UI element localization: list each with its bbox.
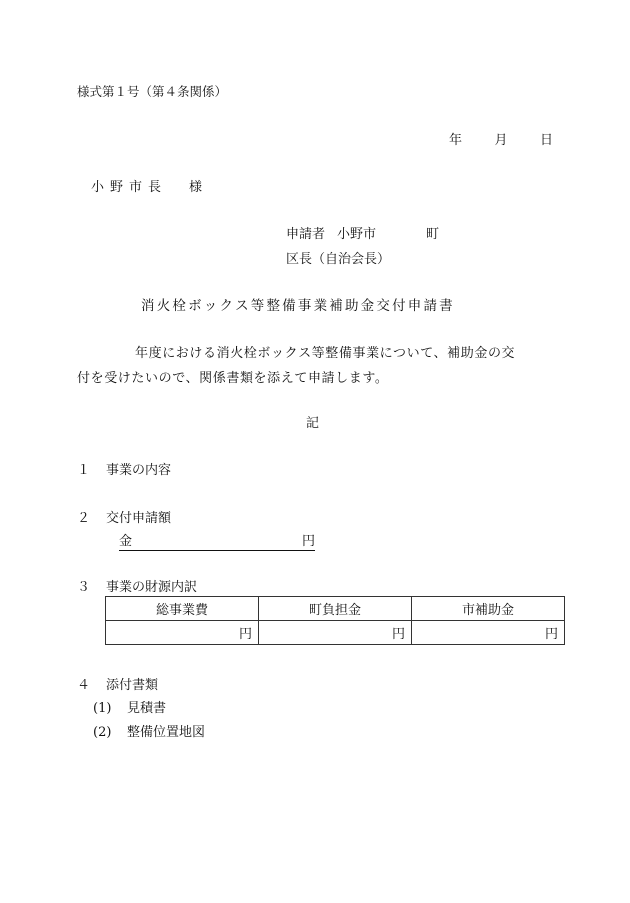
applicant-city: 小野市 — [337, 227, 377, 242]
item-label: 添付書類 — [106, 678, 159, 693]
item-number: ４ — [77, 678, 91, 693]
attachment-label: 見積書 — [127, 701, 167, 716]
item-2-heading — [77, 507, 171, 526]
date-line — [449, 129, 553, 148]
attachment-label: 整備位置地図 — [127, 725, 206, 740]
amount-unit: 円 — [301, 534, 315, 549]
cell-town-share[interactable]: 円 — [259, 621, 412, 645]
item-number: ３ — [77, 580, 91, 595]
amount-prefix: 金 — [119, 534, 133, 549]
date-year: 年 — [449, 133, 463, 148]
attachment-number: (1) — [93, 701, 112, 716]
addressee-honorific: 様 — [189, 180, 209, 195]
attachment-item — [93, 697, 166, 716]
applicant-line — [286, 223, 439, 242]
item-label: 事業の内容 — [106, 463, 172, 478]
amount-field[interactable] — [119, 530, 315, 551]
item-number: ２ — [77, 511, 91, 526]
document-title: 消火栓ボックス等整備事業補助金交付申請書 — [141, 298, 455, 314]
header-total-cost: 総事業費 — [106, 597, 259, 621]
body-text-line-1: 年度における消火栓ボックス等整備事業について、補助金の交 — [135, 346, 516, 361]
addressee-name: 小野市長 — [91, 180, 168, 195]
item-1-heading — [77, 459, 171, 478]
date-month: 月 — [494, 133, 508, 148]
applicant-town-suffix: 町 — [426, 227, 440, 242]
applicant-title: 区長（自治会長） — [286, 252, 391, 267]
item-3-heading — [77, 576, 197, 595]
attachment-item — [93, 721, 205, 740]
attachment-number: (2) — [93, 725, 112, 740]
item-label: 交付申請額 — [106, 511, 172, 526]
addressee — [91, 176, 208, 195]
table-row — [106, 621, 565, 645]
header-town-share: 町負担金 — [259, 597, 412, 621]
date-day: 日 — [539, 133, 553, 148]
header-city-subsidy: 市補助金 — [412, 597, 565, 621]
table-header-row — [106, 597, 565, 621]
form-number: 様式第１号（第４条関係） — [77, 84, 228, 99]
applicant-label: 申請者 — [286, 227, 326, 242]
item-number: １ — [77, 463, 91, 478]
item-label: 事業の財源内訳 — [106, 580, 198, 595]
item-4-heading — [77, 674, 158, 693]
cell-city-subsidy[interactable]: 円 — [412, 621, 565, 645]
funding-breakdown-table — [105, 596, 565, 645]
ki-heading: 記 — [306, 416, 320, 431]
body-text-line-2: 付を受けたいので、関係書類を添えて申請します。 — [77, 371, 389, 386]
cell-total-cost[interactable]: 円 — [106, 621, 259, 645]
